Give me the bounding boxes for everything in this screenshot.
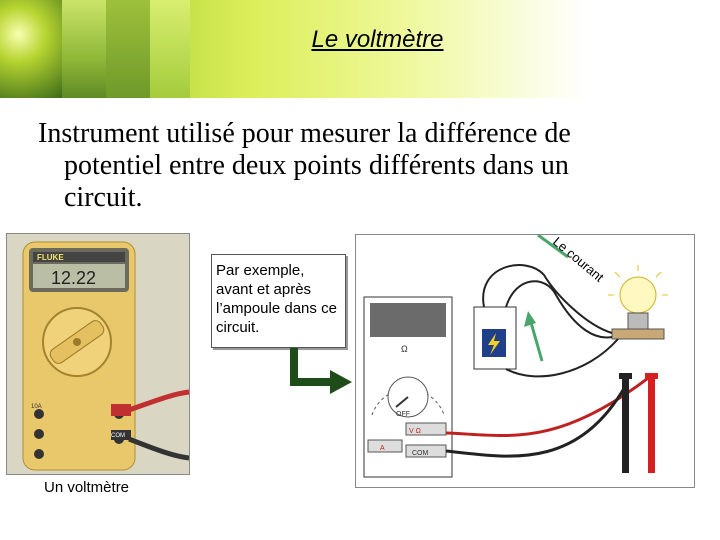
multimeter-brand: FLUKE bbox=[37, 253, 64, 262]
photo-caption: Un voltmètre bbox=[44, 479, 130, 496]
multimeter-photo bbox=[6, 233, 190, 475]
diagram-meter-off: OFF bbox=[396, 411, 410, 418]
callout-arrow bbox=[286, 348, 358, 408]
slide-title: Le voltmètre bbox=[311, 26, 444, 53]
body-line-3: circuit. bbox=[64, 182, 143, 213]
body-line-1: Instrument utilisé pour mesurer la différence de bbox=[38, 118, 571, 149]
example-callout: Par exemple, avant et après l’ampoule dans ce circuit. bbox=[211, 254, 346, 348]
circuit-diagram bbox=[355, 234, 695, 488]
diagram-meter-terminal-a: A bbox=[380, 445, 385, 452]
diagram-meter-terminal-com: COM bbox=[412, 450, 429, 457]
multimeter-terminal-10a: 10A bbox=[31, 404, 42, 410]
diagram-meter-terminal-v: V Ω bbox=[409, 428, 421, 435]
multimeter-terminal-com: COM bbox=[111, 433, 125, 439]
diagram-meter-ohm-label: Ω bbox=[401, 344, 408, 354]
slide-body-text bbox=[38, 118, 678, 214]
body-line-2: potentiel entre deux points différents dans un bbox=[64, 150, 569, 181]
multimeter-display-value: 12.22 bbox=[51, 268, 97, 288]
current-label: Le courant bbox=[550, 235, 607, 285]
